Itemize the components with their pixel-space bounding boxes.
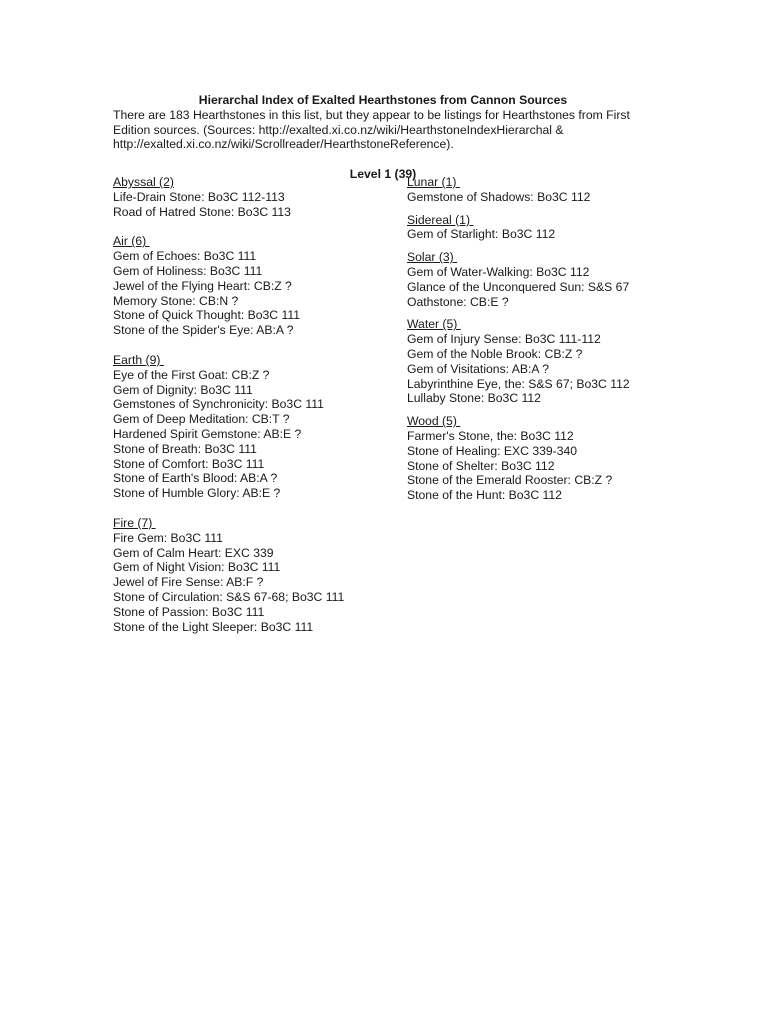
hearthstone-entry: Gem of Night Vision: Bo3C 111 xyxy=(113,560,281,575)
hearthstone-group xyxy=(407,317,657,406)
hearthstone-entry: Gem of Water-Walking: Bo3C 112 xyxy=(407,264,590,279)
hearthstone-entry: Stone of Circulation: S&S 67-68; Bo3C 111 xyxy=(113,589,345,604)
right-column xyxy=(407,175,657,511)
hearthstone-entry: Stone of the Emerald Rooster: CB:Z ? xyxy=(407,473,613,488)
hearthstone-entry: Stone of Passion: Bo3C 111 xyxy=(113,604,265,619)
hearthstone-entry: Stone of Humble Glory: AB:E ? xyxy=(113,486,281,501)
group-heading: Sidereal (1) xyxy=(407,212,474,227)
hearthstone-entry: Stone of Earth's Blood: AB:A ? xyxy=(113,471,278,486)
hearthstone-entry: Stone of Healing: EXC 339-340 xyxy=(407,443,578,458)
hearthstone-entry: Road of Hatred Stone: Bo3C 113 xyxy=(113,204,291,219)
group-heading: Fire (7) xyxy=(113,515,156,530)
hearthstone-entry: Gem of Calm Heart: EXC 339 xyxy=(113,545,274,560)
hearthstone-group xyxy=(113,353,398,501)
hearthstone-entry: Gem of Injury Sense: Bo3C 111-112 xyxy=(407,332,601,347)
hearthstone-group xyxy=(407,213,657,243)
hearthstone-entry: Jewel of Fire Sense: AB:F ? xyxy=(113,575,264,590)
hearthstone-entry: Stone of the Spider's Eye: AB:A ? xyxy=(113,323,294,338)
intro-paragraph: There are 183 Hearthstones in this list, but they appear to be listings for Hearthstones from First Edition sources. (Sources: http://exalted.xi.co.nz/wiki/HearthstoneIndexHierarchal & http://exalted.xi.co.nz/wiki/Scrollreader/HearthstoneReference). xyxy=(113,107,630,152)
hearthstone-entry: Gem of Dignity: Bo3C 111 xyxy=(113,382,253,397)
group-heading: Water (5) xyxy=(407,317,461,332)
group-heading: Earth (9) xyxy=(113,352,164,367)
hearthstone-entry: Gem of the Noble Brook: CB:Z ? xyxy=(407,346,583,361)
hearthstone-entry: Stone of Shelter: Bo3C 112 xyxy=(407,458,555,473)
hearthstone-entry: Life-Drain Stone: Bo3C 112-113 xyxy=(113,189,285,204)
hearthstone-group xyxy=(407,414,657,503)
hearthstone-entry: Stone of the Hunt: Bo3C 112 xyxy=(407,488,562,503)
level-heading: Level 1 (39) xyxy=(349,167,417,182)
hearthstone-group xyxy=(407,175,657,205)
hearthstone-entry: Gem of Visitations: AB:A ? xyxy=(407,361,550,376)
group-heading: Air (6) xyxy=(113,234,150,249)
hearthstone-entry: Jewel of the Flying Heart: CB:Z ? xyxy=(113,278,292,293)
hearthstone-entry: Oathstone: CB:E ? xyxy=(407,294,509,309)
document-title: Hierarchal Index of Exalted Hearthstones from Cannon Sources xyxy=(198,93,568,107)
hearthstone-entry: Gem of Deep Meditation: CB:T ? xyxy=(113,412,290,427)
hearthstone-group xyxy=(113,175,398,219)
hearthstone-group xyxy=(407,250,657,309)
hearthstone-entry: Glance of the Unconquered Sun: S&S 67 xyxy=(407,279,630,294)
hearthstone-entry: Gem of Echoes: Bo3C 111 xyxy=(113,249,257,264)
hearthstone-entry: Gemstone of Shadows: Bo3C 112 xyxy=(407,189,591,204)
hearthstone-entry: Fire Gem: Bo3C 111 xyxy=(113,530,223,545)
hearthstone-entry: Stone of Quick Thought: Bo3C 111 xyxy=(113,308,300,323)
hearthstone-entry: Hardened Spirit Gemstone: AB:E ? xyxy=(113,426,302,441)
hearthstone-entry: Labyrinthine Eye, the: S&S 67; Bo3C 112 xyxy=(407,376,630,391)
hearthstone-group xyxy=(113,516,398,634)
hearthstone-entry: Stone of the Light Sleeper: Bo3C 111 xyxy=(113,619,314,634)
hearthstone-group xyxy=(113,234,398,338)
group-heading: Wood (5) xyxy=(407,414,461,429)
document-page xyxy=(113,93,653,682)
hearthstone-entry: Eye of the First Goat: CB:Z ? xyxy=(113,367,270,382)
hearthstone-entry: Gem of Starlight: Bo3C 112 xyxy=(407,227,556,242)
hearthstone-entry: Farmer's Stone, the: Bo3C 112 xyxy=(407,428,574,443)
hearthstone-entry: Lullaby Stone: Bo3C 112 xyxy=(407,391,541,406)
hearthstone-entry: Stone of Comfort: Bo3C 111 xyxy=(113,456,265,471)
group-heading: Abyssal (2) xyxy=(113,174,174,189)
group-heading: Lunar (1) xyxy=(407,174,460,189)
hearthstone-entry: Memory Stone: CB:N ? xyxy=(113,293,239,308)
left-column xyxy=(113,175,398,649)
hearthstone-entry: Gemstones of Synchronicity: Bo3C 111 xyxy=(113,397,324,412)
group-heading: Solar (3) xyxy=(407,250,458,265)
hearthstone-entry: Stone of Breath: Bo3C 111 xyxy=(113,441,257,456)
hearthstone-entry: Gem of Holiness: Bo3C 111 xyxy=(113,263,263,278)
